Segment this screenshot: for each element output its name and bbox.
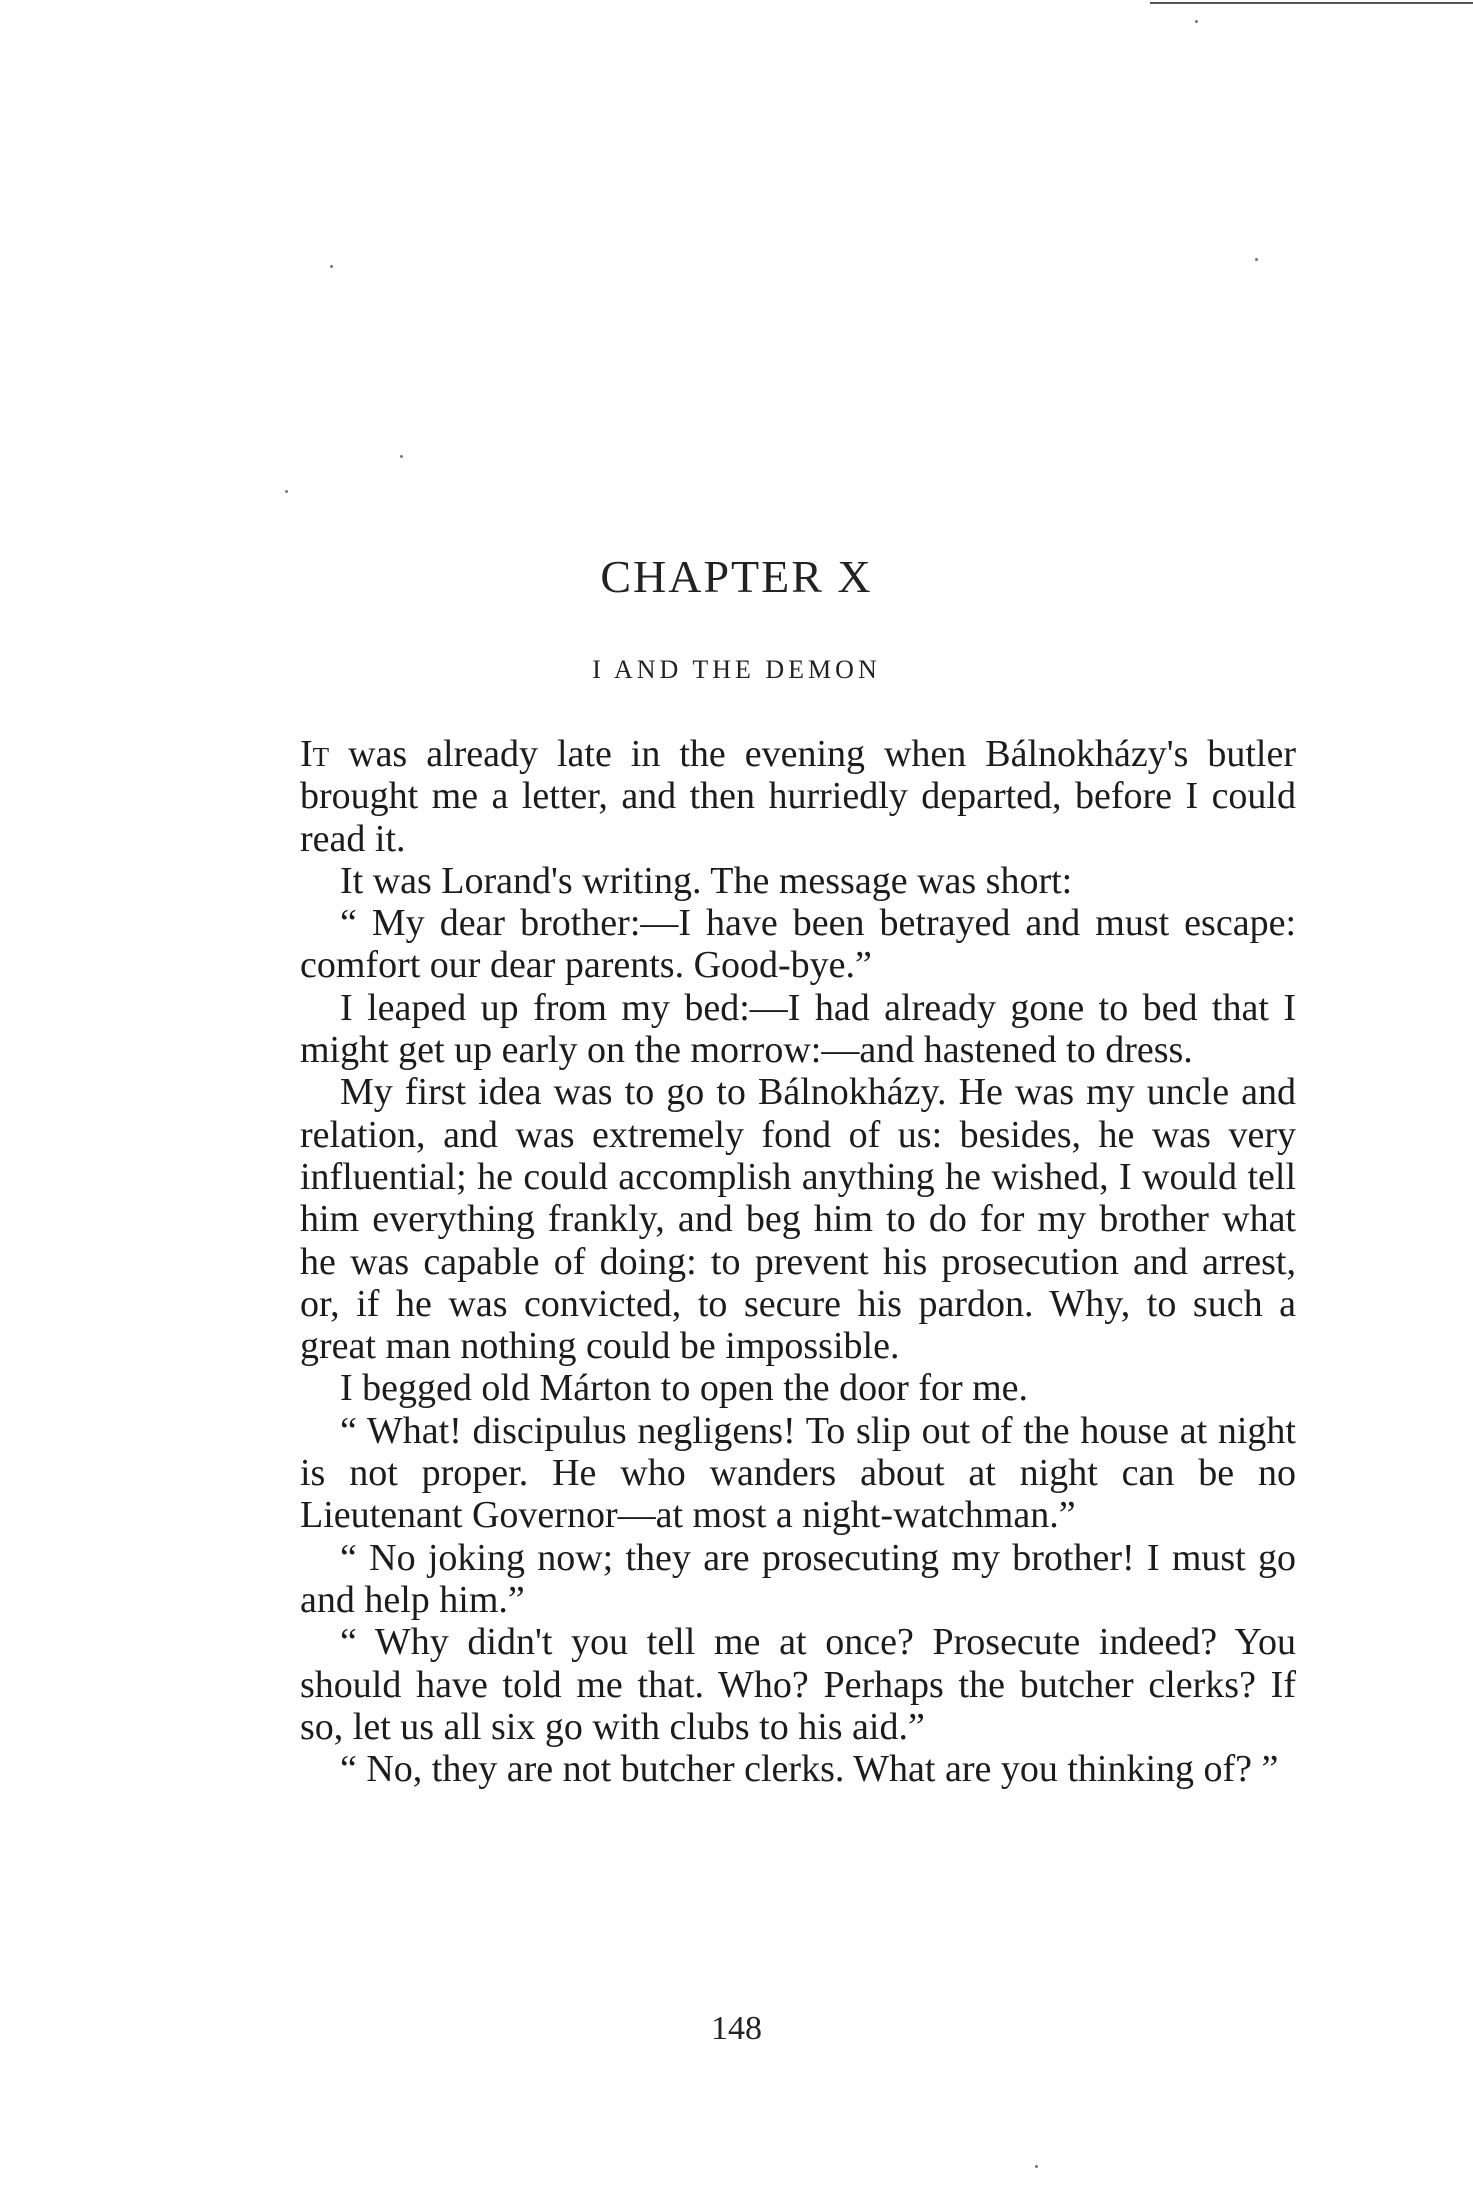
paragraph: “ What! discipulus negligens! To slip out of the house at night is not proper. He who wanders about at night can be no Lieutenant Governor—at most a night-watchman.”: [300, 1409, 1296, 1537]
scan-speck: [330, 265, 333, 268]
scan-speck: [1035, 2165, 1038, 2168]
paragraph: It was Lorand's writing. The message was short:: [340, 859, 1073, 902]
scan-speck: [400, 455, 403, 458]
paragraph-lead-word: It: [300, 733, 330, 775]
paragraph: “ No, they are not butcher clerks. What are you thinking of? ”: [340, 1748, 1279, 1791]
paragraph: “ No joking now; they are prosecuting my brother! I must go and help him.”: [300, 1536, 1296, 1621]
chapter-title: CHAPTER X: [600, 551, 873, 602]
paragraph: “ My dear brother:—I have been betrayed and must escape: comfort our dear parents. Good-bye.”: [300, 902, 1296, 987]
paragraph: [300, 733, 1296, 860]
paragraph-text: was already late in the evening when Bálnokházy's butler brought me a letter, and then hurriedly departed, before I could read it.: [300, 733, 1296, 860]
paragraph: I begged old Márton to open the door for me.: [340, 1367, 1029, 1410]
paragraph: I leaped up from my bed:—I had already gone to bed that I might get up early on the morrow:—and hastened to dress.: [300, 986, 1296, 1072]
scan-speck: [1255, 258, 1258, 261]
paragraph: “ Why didn't you tell me at once? Prosecute indeed? You should have told me that. Who? Perhaps the butcher clerks? If so, let us all six go with clubs to his aid.”: [300, 1621, 1296, 1748]
chapter-subtitle: I AND THE DEMON: [592, 655, 881, 684]
scan-speck: [285, 490, 288, 493]
top-edge-rule: [1150, 2, 1473, 4]
paragraph: My first idea was to go to Bálnokházy. He was my uncle and relation, and was extremely fond of us: besides, he was very influential; he could accomplish anything he wished, I would tell him everything frankly, and beg him to do for my brother what he was capable of doing: to prevent his prosecution and arrest, or, if he was convicted, to secure his pardon. Why, to such a great man nothing could be impossible.: [300, 1071, 1296, 1368]
page-number: 148: [711, 2010, 762, 2047]
scan-speck: [1195, 20, 1198, 23]
chapter-body: [300, 733, 1296, 1790]
